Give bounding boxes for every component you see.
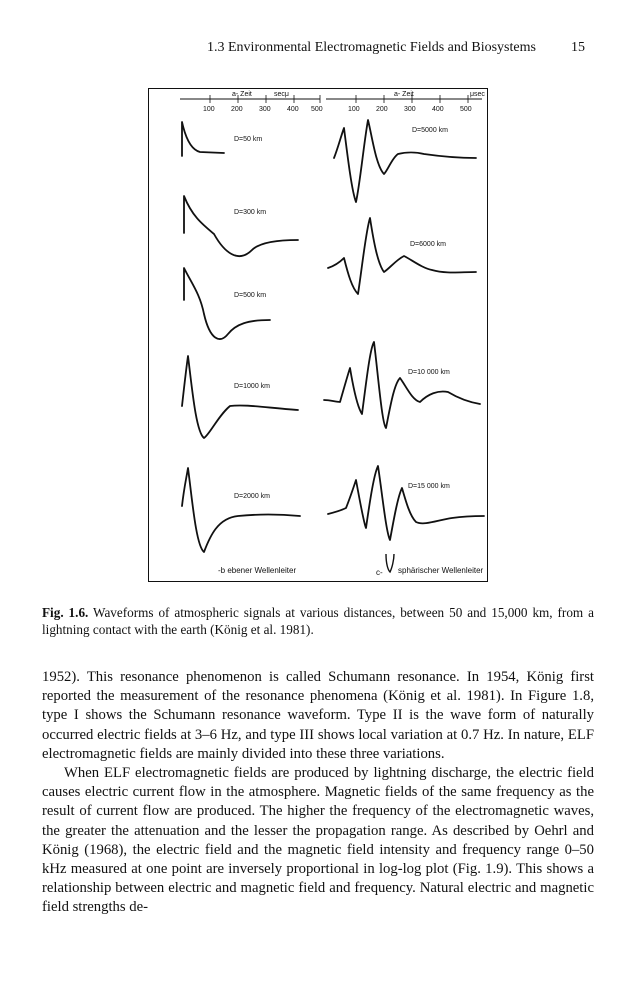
right-tick-label-200: 200	[376, 106, 388, 113]
label-d1000: D=1000 km	[234, 383, 270, 390]
left-axis-title: a- Zeit	[232, 91, 252, 98]
paragraph-1: 1952). This resonance phenomenon is called Schumann resonance. In 1954, König first reported the measurement of the resonance phenomena (König et al. 1981). In Figure 1.8, type I shows the Schumann resonance waveform. Type II is the wave form of naturally occurred electric fields at 3–6 Hz, and type III shows local variation at 0.7 Hz. In nature, ELF electromagnetic fields are mainly divided into these three variations.	[42, 669, 594, 762]
paragraph-2: When ELF electromagnetic fields are produced by lightning discharge, the electric field causes electric current flow in the atmosphere. Magnetic fields of the same frequency as the result of current flow are produced. The higher the frequency of the electromagnetic waves, the greater the attenuation and the lesser the propagation range. As described by Oehrl and König (1968), the electric field and the magnetic field intensity and frequency range 0–50 kHz measured at one point are inversely proportional in log-log plot (Fig. 1.9). This shows a relationship between electric and magnetic field and frequency. Natural electric and magnetic field strengths de-	[42, 765, 594, 916]
label-d6000: D=6000 km	[410, 241, 446, 248]
waveform-d10000	[324, 342, 480, 428]
waveform-d5000	[334, 120, 476, 202]
label-spherical-waveguide: sphärischer Wellenleiter	[398, 566, 484, 575]
left-tick-label-300: 300	[259, 106, 271, 113]
label-d50: D=50 km	[234, 136, 263, 143]
waveform-figure-svg	[148, 88, 488, 582]
right-tick-label-300: 300	[404, 106, 416, 113]
label-c-prefix: c-	[376, 568, 383, 577]
waveform-d1000	[182, 356, 298, 438]
right-tick-label-500: 500	[460, 106, 472, 113]
figure-frame	[149, 89, 488, 582]
label-d300: D=300 km	[234, 209, 267, 216]
label-plane-waveguide: -b ebener Wellenleiter	[218, 566, 297, 575]
right-tick-label-100: 100	[348, 106, 360, 113]
waveform-d6000	[328, 218, 476, 294]
waveform-d50	[182, 122, 224, 156]
page-number: 15	[571, 40, 585, 55]
waveform-d500	[184, 268, 270, 339]
left-tick-label-500: 500	[311, 106, 323, 113]
left-tick-label-400: 400	[287, 106, 299, 113]
running-head	[0, 40, 636, 60]
right-tick-label-400: 400	[432, 106, 444, 113]
label-d10000: D=10 000 km	[408, 369, 450, 376]
label-d15000: D=15 000 km	[408, 483, 450, 490]
figure-caption	[42, 604, 594, 638]
c-marker-curve	[386, 554, 394, 572]
left-axis-unit: secμ	[274, 91, 289, 98]
right-axis-title: a- Zeit	[394, 91, 414, 98]
left-tick-label-100: 100	[203, 106, 215, 113]
caption-label: Fig. 1.6.	[42, 605, 89, 620]
body-text	[42, 668, 594, 918]
caption-text: Waveforms of atmospheric signals at various distances, between 50 and 15,000 km, from a lightning contact with the earth (König et al. 1981).	[42, 605, 594, 637]
right-axis-unit: μsec	[470, 91, 485, 98]
waveform-d300	[184, 196, 298, 256]
waveform-d2000	[182, 468, 300, 552]
label-d500: D=500 km	[234, 292, 267, 299]
section-title: 1.3 Environmental Electromagnetic Fields and Biosystems	[207, 40, 536, 55]
label-d2000: D=2000 km	[234, 493, 270, 500]
figure-waveforms	[148, 88, 488, 582]
left-tick-label-200: 200	[231, 106, 243, 113]
waveform-d15000	[328, 466, 484, 540]
label-d5000: D=5000 km	[412, 127, 448, 134]
